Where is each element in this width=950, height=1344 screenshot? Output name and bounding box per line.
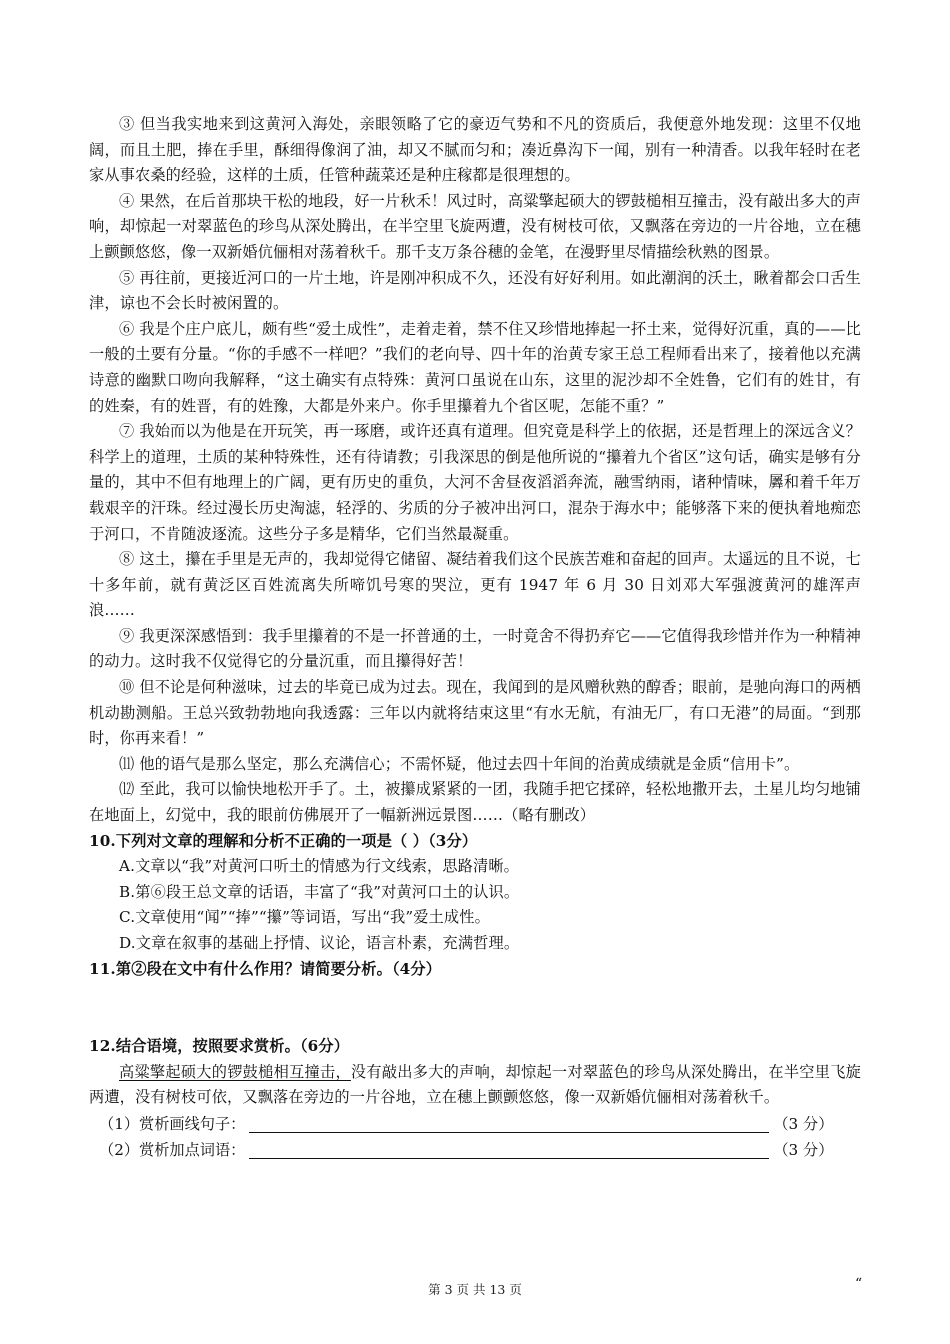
paragraph-12: ⑿ 至此，我可以愉快地松开手了。土，被攥成紧紧的一团，我随手把它揉碎，轻松地撒开去，土星儿均匀地铺在地面上，幻觉中，我的眼前仿佛展开了一幅新洲远景图……（略有删改） xyxy=(89,780,861,825)
question-10-option-c: C.文章使用“闻”“捧”“攥”等词语，写出“我”爱土成性。 xyxy=(119,908,490,927)
question-12-item-1 xyxy=(99,1111,861,1137)
paragraph-8: ⑧ 这土，攥在手里是无声的，我却觉得它储留、凝结着我们这个民族苦难和奋起的回声。太遥远的且不说，七十多年前，就有黄泛区百姓流离失所啼饥号寒的哭泣，更有 1947 年 6 月 30 日刘邓大军强渡黄河的雄浑声浪…… xyxy=(89,550,861,620)
question-11-answer-space[interactable] xyxy=(89,982,861,1034)
page-number: 第 3 页 共 13 页 xyxy=(428,1282,522,1297)
passage-rest: 没有敲出多大的声响，却惊起一对翠蓝色的珍鸟从深处腾出，在半空里飞旋两遭，没有树枝可依，又飘落在旁边的一片谷地，立在穗上颤颤悠悠，像一双新婚伉俪相对荡着秋千。 xyxy=(89,1062,862,1107)
item-2-label: （2）赏析加点词语： xyxy=(99,1140,246,1159)
question-10-stem: 10.下列对文章的理解和分析不正确的一项是（ ）（3分） xyxy=(89,831,478,850)
item-1-label: （1）赏析画线句子： xyxy=(99,1114,246,1133)
question-12-item-2 xyxy=(99,1137,861,1163)
item-2-answer-blank[interactable] xyxy=(249,1140,769,1159)
question-10-option-a: A.文章以“我”对黄河口听土的情感为行文线索，思路清晰。 xyxy=(119,857,520,876)
question-11-stem: 11.第②段在文中有什么作用？请简要分析。（4分） xyxy=(89,959,442,978)
question-10-option-d: D.文章在叙事的基础上抒情、议论，语言朴素，充满哲理。 xyxy=(119,934,520,952)
paragraph-5: ⑤ 再往前，更接近河口的一片土地，许是刚冲积成不久，还没有好好利用。如此潮润的沃土，瞅着都会口舌生津，谅也不会长时被闲置的。 xyxy=(89,268,861,313)
item-2-score: （3 分） xyxy=(773,1140,834,1159)
paragraph-11: ⑾ 他的语气是那么坚定，那么充满信心；不需怀疑，他过去四十年间的治黄成绩就是金质“信用卡”。 xyxy=(119,754,800,773)
paragraph-3: ③ 但当我实地来到这黄河入海处，亲眼领略了它的豪迈气势和不凡的资质后，我便意外地发现：这里不仅地阔，而且土肥，捧在手里，酥细得像润了油，却又不腻而匀和；凑近鼻沟下一闻，别有一种清香。以我年轻时在老家从事农桑的经验，这样的土质，任管种蔬菜还是种庄稼都是很理想的。 xyxy=(89,115,861,185)
question-10-option-b: B.第⑥段王总文章的话语，丰富了“我”对黄河口土的认识。 xyxy=(119,882,520,901)
underlined-sentence: 高粱擎起硕大的锣鼓槌相互撞击， xyxy=(119,1062,351,1081)
paragraph-7: ⑦ 我始而以为他是在开玩笑，再一琢磨，或许还真有道理。但究竟是科学上的依据，还是哲理上的深远含义？科学上的道理，土质的某种特殊性，还有待请教；引我深思的倒是他所说的“攥着九个省区”这句话，确实是够有分量的，其中不但有地理上的广阔，更有历史的重负，大河不舍昼夜滔滔奔流，融雪纳雨，诸种情味，羼和着千年万载艰辛的汗珠。经过漫长历史淘滤，轻浮的、劣质的分子被冲出河口，混杂于海水中；能够落下来的便执着地痴恋于河口，不肯随波逐流。这些分子多是精华，它们当然最凝重。 xyxy=(89,422,861,543)
paragraph-9: ⑨ 我更深深感悟到：我手里攥着的不是一抔普通的土，一时竟舍不得扔弃它——它值得我珍惜并作为一种精神的动力。这时我不仅觉得它的分量沉重，而且攥得好苦！ xyxy=(89,626,861,671)
paragraph-10: ⑩ 但不论是何种滋味，过去的毕竟已成为过去。现在，我闻到的是风赠秋熟的醇香；眼前，是驰向海口的两栖机动勘测船。王总兴致勃勃地向我透露：三年以内就将结束这里“有水无航，有油无厂，有口无港”的局面。“到那时，你再来看！” xyxy=(89,678,861,748)
question-12-passage xyxy=(89,1060,861,1111)
corner-mark: “ xyxy=(855,1276,863,1292)
paragraph-4: ④ 果然，在后首那块干松的地段，好一片秋禾！风过时，高粱擎起硕大的锣鼓槌相互撞击，没有敲出多大的声响，却惊起一对翠蓝色的珍鸟从深处腾出，在半空里飞旋两遭，没有树枝可依，又飘落在旁边的一片谷地，立在穗上颤颤悠悠，像一双新婚伉俪相对荡着秋千。那千支万条谷穗的金笔，在漫野里尽情描绘秋熟的图景。 xyxy=(89,191,861,261)
question-12-stem: 12.结合语境，按照要求赏析。（6分） xyxy=(89,1037,350,1056)
item-1-answer-blank[interactable] xyxy=(249,1114,769,1133)
paragraph-6: ⑥ 我是个庄户底儿，颇有些“爱土成性”，走着走着，禁不住又珍惜地捧起一抔土来，觉得好沉重，真的——比一般的土要有分量。“你的手感不一样吧？”我们的老向导、四十年的治黄专家王总工程师看出来了，接着他以充满诗意的幽默口吻向我解释，“这土确实有点特殊：黄河口虽说在山东，这里的泥沙却不全姓鲁，它们有的姓甘，有的姓秦，有的姓晋，有的姓豫，大都是外来户。你手里攥着九个省区呢，怎能不重？” xyxy=(89,319,861,415)
document-body xyxy=(89,112,861,1163)
item-1-score: （3 分） xyxy=(773,1114,834,1133)
